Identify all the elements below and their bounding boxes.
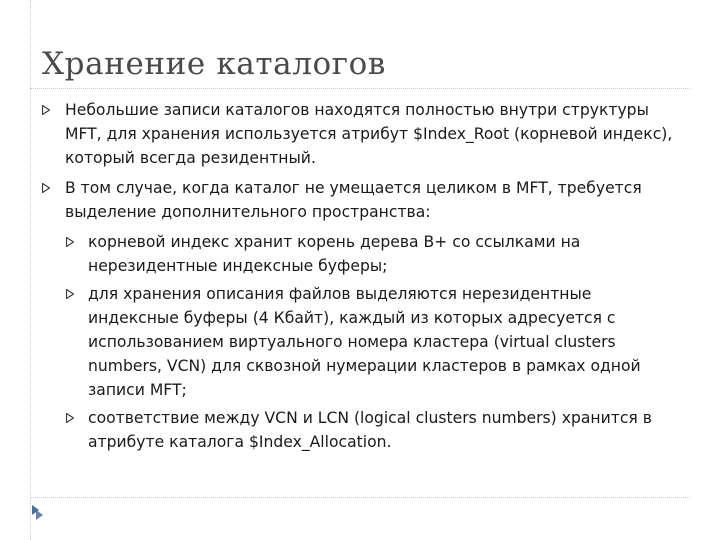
triangle-right-icon — [66, 413, 74, 423]
sub-bullet-text: соответствие между VCN и LCN (logical clusters numbers) хранится в атрибуте каталога $Index_Allocation. — [88, 409, 652, 451]
left-dotted-rule — [30, 0, 31, 540]
slide-title: Хранение каталогов — [42, 46, 386, 82]
bullet-list — [40, 98, 680, 458]
sub-bullet-item — [40, 230, 680, 278]
bullet-item — [40, 176, 680, 224]
sub-bullet-text: корневой индекс хранит корень дерева B+ со ссылками на нерезидентные индексные буферы; — [88, 233, 581, 275]
bullet-text: Небольшие записи каталогов находятся полностью внутри структуры MFT, для хранения используется атрибут $Index_Root (корневой индекс), который всегда резидентный. — [65, 101, 673, 167]
triangle-right-icon — [66, 237, 74, 247]
bullet-item — [40, 98, 680, 170]
footer-dotted-rule — [30, 497, 690, 498]
sub-bullet-item — [40, 282, 680, 402]
sub-bullet-text: для хранения описания файлов выделяются нерезидентные индексные буферы (4 Кбайт), каждый из которых адресуется с использованием виртуального номера кластера (virtual clusters numbers, VCN) для сквозной нумерации кластеров в рамках одной записи MFT; — [88, 285, 641, 399]
triangle-right-icon — [42, 183, 50, 193]
double-triangle-icon — [31, 503, 45, 523]
bullet-text: В том случае, когда каталог не умещается целиком в MFT, требуется выделение дополнительного пространства: — [65, 179, 642, 221]
title-dotted-rule — [30, 88, 690, 89]
sub-bullet-item — [40, 406, 680, 454]
triangle-right-icon — [42, 105, 50, 115]
triangle-right-icon — [66, 289, 74, 299]
